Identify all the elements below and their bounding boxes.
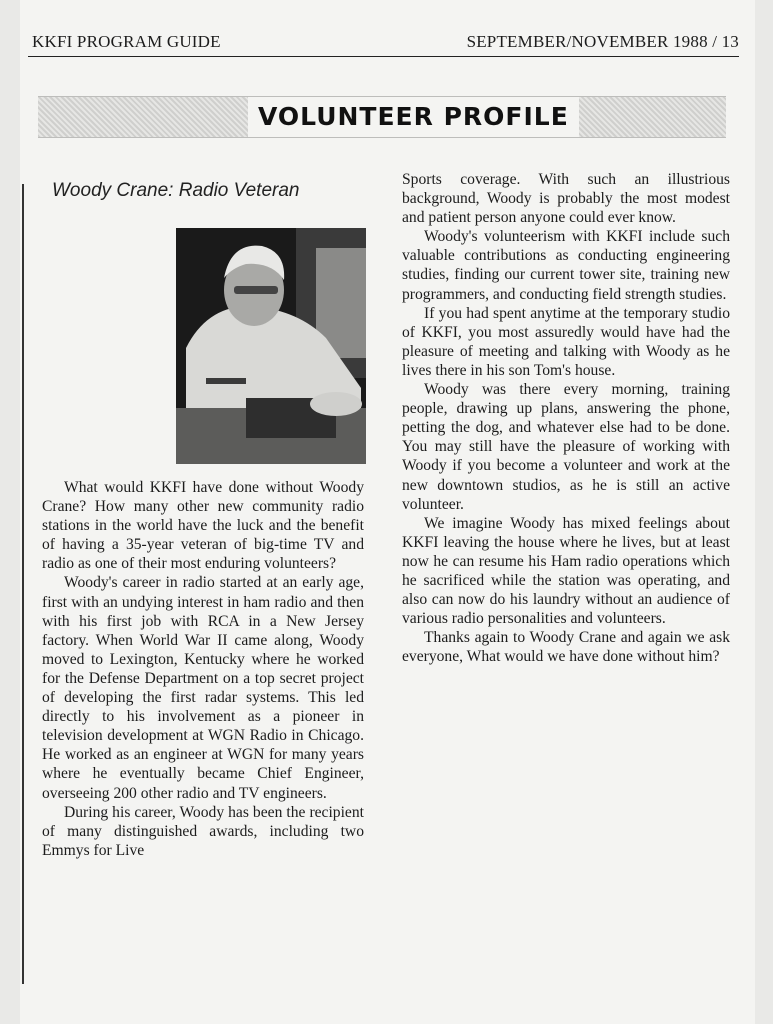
issue-date-page: SEPTEMBER/NOVEMBER 1988 / 13: [466, 32, 739, 51]
paragraph: Sports coverage. With such an illustrious background, Woody is probably the most modest and patient person anyone could ever know.: [402, 171, 730, 227]
paragraph: What would KKFI have done without Woody Crane? How many other new community radio stations in the world have the luck and the benefit of having a 35-year veteran of big-time TV and radio as one of their most enduring volunteers?: [42, 479, 364, 573]
paragraph: We imagine Woody has mixed feelings about KKFI leaving the house where he lives, but at least now he can resume his Ham radio operations which he sacrificed while the station was operating, and also can now do his laundry without an audience of various radio personalities and volunteers.: [402, 514, 730, 628]
paragraph: If you had spent anytime at the temporary studio of KKFI, you most assuredly would have had the pleasure of meeting and talking with Woody as he lives there in his son Tom's house.: [402, 304, 730, 379]
paragraph: Woody was there every morning, training people, drawing up plans, answering the phone, petting the dog, and whatever else had to be done. You may still have the pleasure of working with Woody if you become a volunteer and work at the new downtown studios, as he is still an active volunteer.: [402, 381, 730, 513]
article-subtitle: Woody Crane: Radio Veteran: [52, 180, 300, 201]
photo-image: [176, 228, 366, 464]
portrait-photo: [176, 228, 366, 464]
paragraph: Woody's volunteerism with KKFI include such valuable contributions as conducting engineering studies, finding our current tower site, training new programmers, and conducting field strength studies.: [402, 228, 730, 303]
publication-name: KKFI PROGRAM GUIDE: [32, 32, 221, 51]
paragraph: Thanks again to Woody Crane and again we ask everyone, What would we have done without him?: [402, 629, 730, 666]
paragraph: During his career, Woody has been the recipient of many distinguished awards, including two Emmys for Live: [42, 803, 364, 859]
section-banner: [38, 96, 726, 138]
article-column-1: [42, 478, 364, 860]
article-column-2: [402, 170, 730, 666]
paragraph: Woody's career in radio started at an early age, first with an undying interest in ham radio and then with his first job with RCA in a New Jersey factory. When World War II came along, Woody moved to Lexington, Kentucky where he worked for the Defense Department on a top secret project of developing the first radar systems. This led directly to his involvement as a pioneer in television development at WGN Radio in Chicago. He worked as an engineer at WGN for many years where he eventually became Chief Engineer, overseeing 200 other radio and TV engineers.: [42, 574, 364, 802]
column-rule: [22, 184, 24, 984]
banner-title: VOLUNTEER PROFILE: [248, 97, 579, 137]
newsletter-page: [20, 0, 755, 1024]
page-header: [28, 28, 739, 57]
